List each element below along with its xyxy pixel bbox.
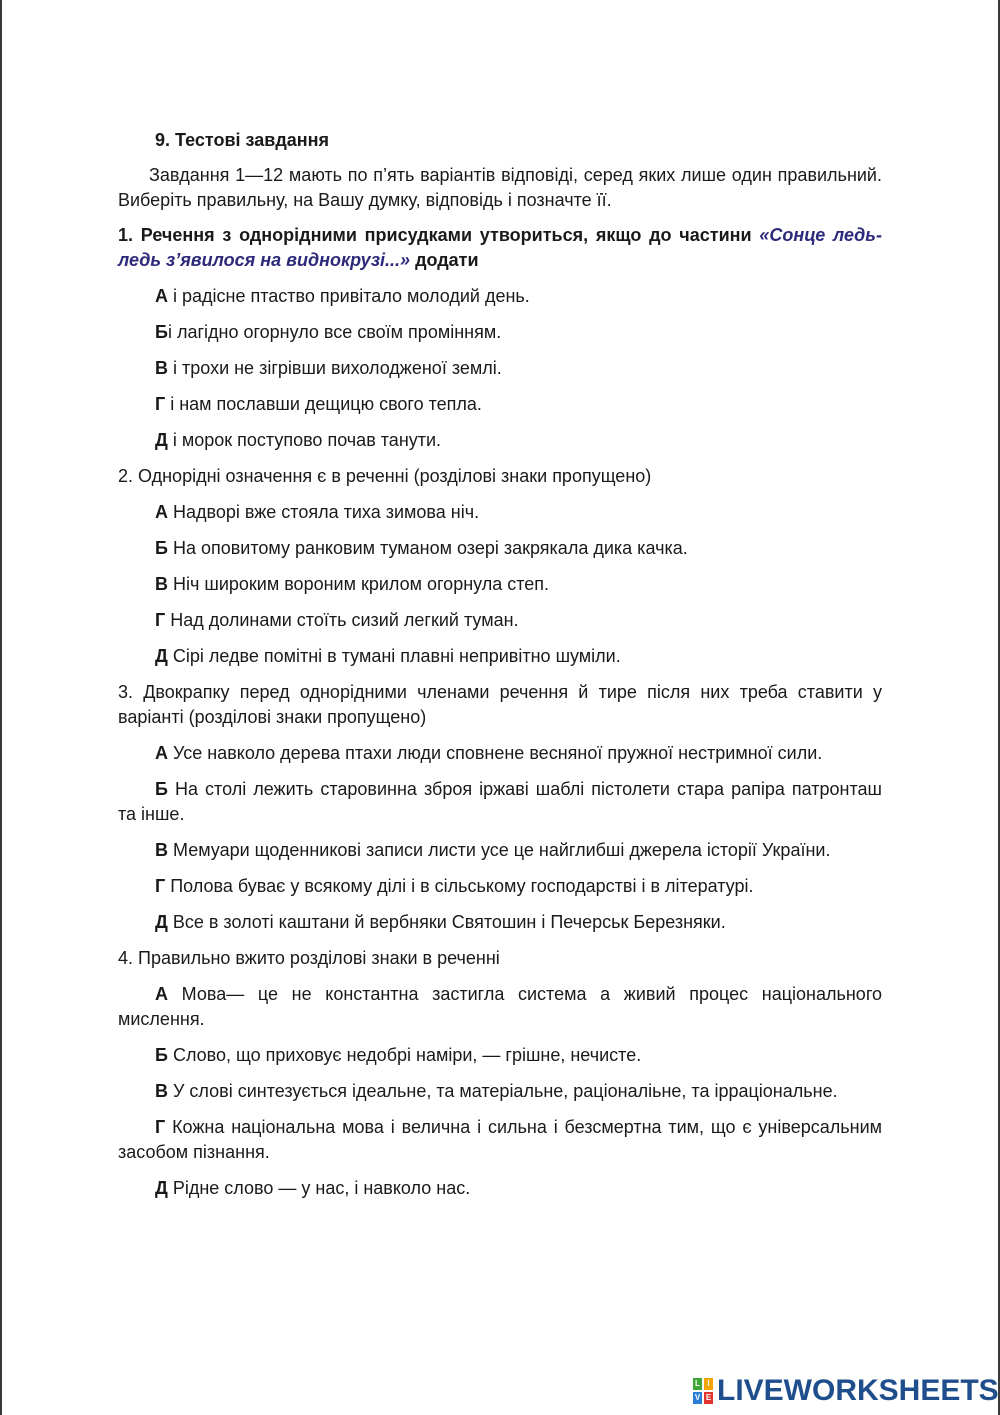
option-text: Сірі ледве помітні в тумані плавні непривітно шуміли. (167, 646, 621, 666)
option-text: Рідне слово — у нас, і навколо нас. (167, 1178, 471, 1198)
option-letter: А (155, 743, 168, 763)
page-border-left (0, 0, 2, 1415)
option-text: Кожна національна мова і велична і сильна і безсмертна тим, що є універсальним засобом пізнання. (118, 1117, 882, 1162)
option-text: і нам пославши дещицю свого тепла. (165, 394, 482, 414)
option-text: і трохи не зігрівши вихолодженої землі. (168, 358, 502, 378)
option-text: Усе навколо дерева птахи люди сповнене весняної пружної нестримної сили. (168, 743, 823, 763)
option-letter: Д (155, 646, 168, 666)
option-text: Полова буває у всякому ділі і в сільському господарстві і в літературі. (165, 876, 754, 896)
option-text: і радісне птаство привітало молодий день. (168, 286, 530, 306)
q1-option-d[interactable] (155, 428, 882, 453)
option-letter: Д (155, 1178, 168, 1198)
option-letter: А (155, 984, 168, 1004)
question-4: 4. Правильно вжито розділові знаки в реченні (118, 948, 500, 968)
option-text: На оповитому ранковим туманом озері закрякала дика качка. (167, 538, 688, 558)
badge-letter: E (705, 1393, 712, 1402)
q1-option-b[interactable] (155, 320, 882, 345)
option-letter: Д (155, 912, 168, 932)
option-letter: В (155, 1081, 168, 1101)
option-text: Надворі вже стояла тиха зимова ніч. (168, 502, 480, 522)
q2-option-a[interactable] (155, 500, 882, 525)
option-letter: Б (155, 322, 168, 342)
q4-option-d[interactable] (118, 1176, 882, 1201)
option-text: і лагідно огорнуло все своїм промінням. (167, 322, 502, 342)
question-2: 2. Однорідні означення є в реченні (розділові знаки пропущено) (118, 466, 652, 486)
question-1 (118, 223, 882, 273)
badge-letter: V (694, 1393, 701, 1402)
section-title: 9. Тестові завдання (155, 130, 330, 150)
q3-option-a[interactable] (118, 741, 882, 766)
question-1-quote: «Сонце ледь-ледь з’явилося на виднокрузі...» (118, 225, 882, 270)
option-text: Все в золоті каштани й вербняки Святошин і Печерськ Березняки. (167, 912, 726, 932)
q1-option-v[interactable] (155, 356, 882, 381)
instructions: Завдання 1—12 мають по п’ять варіантів відповіді, серед яких лише один правильний. Виберіть правильну, на Вашу думку, відповідь і позначте її. (118, 165, 882, 210)
q2-option-b[interactable] (155, 536, 882, 561)
option-letter: А (155, 286, 168, 306)
option-letter: Б (155, 779, 168, 799)
option-letter: Г (155, 1117, 166, 1137)
live-badge-icon (693, 1378, 713, 1404)
q4-option-b[interactable] (118, 1043, 882, 1068)
option-letter: Г (155, 876, 166, 896)
option-letter: Д (155, 430, 168, 450)
badge-letter: L (693, 1378, 702, 1390)
option-letter: А (155, 502, 168, 522)
option-letter: Г (155, 610, 166, 630)
q3-option-b[interactable] (118, 777, 882, 827)
option-letter: Б (155, 538, 168, 558)
q3-option-d[interactable] (118, 910, 882, 935)
option-letter: В (155, 358, 168, 378)
q4-option-a[interactable] (118, 982, 882, 1032)
q2-option-d[interactable] (155, 644, 882, 669)
q3-option-v[interactable] (118, 838, 882, 863)
option-letter: В (155, 840, 168, 860)
q1-option-a[interactable] (155, 284, 882, 309)
option-text: У слові синтезується ідеальне, та матеріальне, раціоналіьне, та ірраціональне. (168, 1081, 838, 1101)
option-letter: Б (155, 1045, 168, 1065)
option-text: Мова— це не константна застигла система а живий процес національного мислення. (118, 984, 882, 1029)
question-1-prefix: 1. Речення з однорідними присудками утвориться, якщо до частини (118, 225, 760, 245)
liveworksheets-logo[interactable] (693, 1374, 999, 1408)
q3-option-h[interactable] (118, 874, 882, 899)
question-1-suffix: додати (410, 250, 479, 270)
q4-option-h[interactable] (118, 1115, 882, 1165)
badge-letter: I (704, 1378, 713, 1390)
q1-option-h[interactable] (155, 392, 882, 417)
option-text: Ніч широким вороним крилом огорнула степ. (168, 574, 550, 594)
logo-text: LIVEWORKSHEETS (717, 1374, 999, 1407)
option-text: Мемуари щоденникові записи листи усе це найглибші джерела історії України. (168, 840, 831, 860)
option-text: На столі лежить старовинна зброя іржаві шаблі пістолети стара рапіра патронташ та інше. (118, 779, 882, 824)
option-letter: Г (155, 394, 166, 414)
worksheet-content (118, 128, 882, 1212)
option-letter: В (155, 574, 168, 594)
q4-option-v[interactable] (118, 1079, 882, 1104)
q2-option-v[interactable] (155, 572, 882, 597)
option-text: Слово, що приховує недобрі наміри, — грішне, нечисте. (167, 1045, 642, 1065)
q2-option-h[interactable] (155, 608, 882, 633)
option-text: і морок поступово почав танути. (167, 430, 442, 450)
option-text: Над долинами стоїть сизий легкий туман. (165, 610, 519, 630)
question-3: 3. Двокрапку перед однорідними членами речення й тире після них треба ставити у варіанті (розділові знаки пропущено) (118, 682, 882, 727)
